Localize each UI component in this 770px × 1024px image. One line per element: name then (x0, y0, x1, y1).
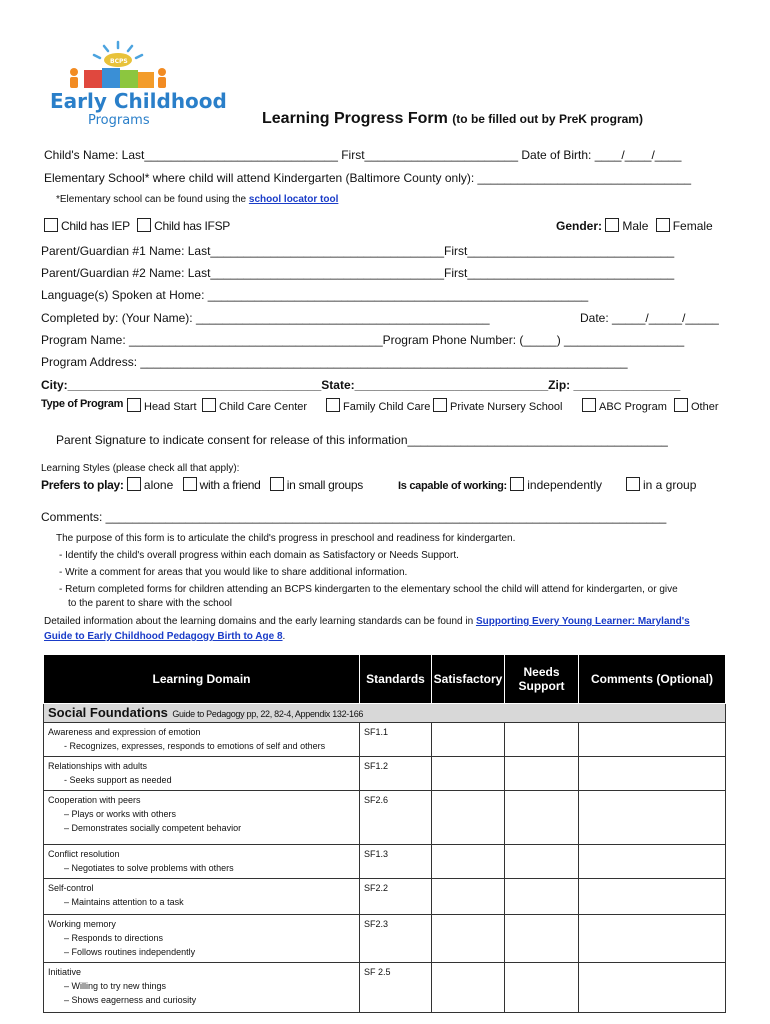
logo-subtitle: Programs (88, 113, 150, 128)
needs-support-cell[interactable] (505, 845, 579, 879)
satisfactory-cell[interactable] (432, 879, 505, 915)
comments-cell[interactable] (579, 963, 726, 1013)
prefers-row: Prefers to play: alone with a friend in small groups (41, 478, 363, 492)
needs-support-cell[interactable] (505, 723, 579, 757)
domain-indicator: – Negotiates to solve problems with others (64, 863, 234, 873)
iep-ifsp-row (44, 218, 230, 233)
comments-cell[interactable] (579, 845, 726, 879)
standard-cell: SF2.6 (360, 791, 432, 845)
standard-cell: SF1.1 (360, 723, 432, 757)
program-type-other[interactable]: Other (674, 398, 719, 413)
city-state-zip-field[interactable]: City:______________________________________State:_____________________________Zip: ________________ (41, 378, 681, 392)
standard-cell: SF1.2 (360, 757, 432, 791)
domain-cell (44, 963, 360, 1013)
domain-cell (44, 845, 360, 879)
needs-support-cell[interactable] (505, 879, 579, 915)
program-type-private-nursery[interactable]: Private Nursery School (433, 398, 563, 413)
domain-indicator: – Plays or works with others (64, 809, 177, 819)
program-type-child-care[interactable]: Child Care Center (202, 398, 307, 413)
satisfactory-cell[interactable] (432, 915, 505, 963)
page-title: Learning Progress Form (to be filled out by PreK program) (262, 110, 643, 127)
satisfactory-cell[interactable] (432, 845, 505, 879)
prefers-label: Prefers to play: (41, 478, 124, 492)
domain-name: Relationships with adults (48, 761, 148, 771)
parent1-field[interactable]: Parent/Guardian #1 Name: Last___________________________________First_______________________________ (41, 244, 675, 258)
needs-support-cell[interactable] (505, 963, 579, 1013)
section-row (44, 704, 726, 723)
domain-indicator: – Maintains attention to a task (64, 897, 184, 907)
header-satisfactory: Satisfactory (432, 655, 505, 704)
comments-field[interactable]: Comments: ____________________________________________________________________________________ (41, 510, 667, 524)
domain-name: Cooperation with peers (48, 795, 141, 805)
domain-indicator: – Follows routines independently (64, 947, 196, 957)
table-row (44, 791, 726, 845)
guide-link-2[interactable]: Guide to Early Childhood Pedagogy Birth to Age 8 (44, 631, 283, 642)
table-row (44, 845, 726, 879)
detail-text-2: Guide to Early Childhood Pedagogy Birth to Age 8. (44, 631, 286, 642)
program-type-abc[interactable]: ABC Program (582, 398, 667, 413)
header-comments: Comments (Optional) (579, 655, 726, 704)
program-name-field[interactable]: Program Name: ______________________________________Program Phone Number: (_____) __________________ (41, 333, 685, 347)
domain-indicator: – Shows eagerness and curiosity (64, 995, 197, 1005)
satisfactory-cell[interactable] (432, 791, 505, 845)
section-guide: Guide to Pedagogy pp, 22, 82-4, Appendix 132-166 (172, 709, 364, 719)
capable-label: Is capable of working: (398, 480, 507, 492)
iep-label: Child has IEP (61, 219, 130, 233)
comments-cell[interactable] (579, 757, 726, 791)
comments-cell[interactable] (579, 723, 726, 757)
early-childhood-logo (48, 40, 227, 130)
completed-by-field[interactable]: Completed by: (Your Name): ____________________________________________ (41, 311, 490, 325)
male-label: Male (622, 219, 649, 233)
alone-checkbox[interactable] (127, 477, 141, 491)
purpose-bullet-1: - Identify the child's overall progress within each domain as Satisfactory or Needs Support. (59, 550, 459, 561)
guide-link-1[interactable]: Supporting Every Young Learner: Maryland's (475, 616, 690, 627)
comments-cell[interactable] (579, 791, 726, 845)
female-label: Female (672, 219, 713, 233)
satisfactory-cell[interactable] (432, 757, 505, 791)
domain-name: Initiative (48, 967, 82, 977)
learning-domain-table (43, 654, 726, 1013)
standard-cell: SF1.3 (360, 845, 432, 879)
female-checkbox[interactable] (656, 218, 670, 232)
standard-cell: SF2.3 (360, 915, 432, 963)
with-friend-checkbox[interactable] (183, 477, 197, 491)
domain-name: Awareness and expression of emotion (48, 727, 201, 737)
comments-cell[interactable] (579, 915, 726, 963)
domain-cell (44, 915, 360, 963)
ifsp-checkbox[interactable] (137, 218, 151, 232)
small-groups-checkbox[interactable] (270, 477, 284, 491)
capable-row: Is capable of working: independently (398, 478, 602, 492)
group-option[interactable]: in a group (626, 477, 696, 492)
languages-field[interactable]: Language(s) Spoken at Home: _________________________________________________________ (41, 288, 589, 302)
domain-name: Self-control (48, 883, 94, 893)
domain-indicator: - Seeks support as needed (64, 775, 172, 785)
domain-name: Working memory (48, 919, 116, 929)
date-field[interactable]: Date: _____/_____/_____ (580, 311, 719, 325)
satisfactory-cell[interactable] (432, 963, 505, 1013)
locator-note: *Elementary school can be found using the school locator tool (56, 194, 339, 205)
needs-support-cell[interactable] (505, 791, 579, 845)
school-locator-link[interactable]: school locator tool (248, 194, 339, 205)
needs-support-cell[interactable] (505, 915, 579, 963)
needs-support-cell[interactable] (505, 757, 579, 791)
purpose-intro: The purpose of this form is to articulate the child's progress in preschool and readiness for kindergarten. (56, 533, 516, 544)
table-row (44, 879, 726, 915)
header-standards: Standards (360, 655, 432, 704)
domain-cell (44, 791, 360, 845)
program-type-family-child-care[interactable]: Family Child Care (326, 398, 430, 413)
gender-label: Gender: (556, 219, 603, 233)
header-learning-domain: Learning Domain (44, 655, 360, 704)
header-needs-support: Needs Support (505, 655, 579, 704)
domain-indicator: - Recognizes, expresses, responds to emotions of self and others (64, 741, 326, 751)
domain-indicator: – Responds to directions (64, 933, 164, 943)
elementary-school-field[interactable]: Elementary School* where child will attend Kindergarten (Baltimore County only): ________________________________ (44, 171, 692, 185)
domain-name: Conflict resolution (48, 849, 120, 859)
learning-styles-heading: Learning Styles (please check all that apply): (41, 463, 240, 474)
page-subtitle: (to be filled out by PreK program) (452, 112, 643, 126)
standard-cell: SF 2.5 (360, 963, 432, 1013)
program-type-label: Type of Program (41, 398, 124, 410)
childs-name-field[interactable]: Child's Name: Last_____________________________ First_______________________ Date of Birth: ____/____/____ (44, 148, 682, 162)
domain-cell (44, 757, 360, 791)
table-row (44, 963, 726, 1013)
table-row (44, 757, 726, 791)
detail-text: Detailed information about the learning domains and the early learning standards can be found in Supporting Every Young Learner: Maryland's (44, 616, 690, 627)
logo-title: Early Childhood (50, 89, 227, 113)
purpose-bullet-2: - Write a comment for areas that you would like to share additional information. (59, 567, 408, 578)
ifsp-label: Child has IFSP (154, 219, 230, 233)
comments-cell[interactable] (579, 879, 726, 915)
domain-indicator: – Willing to try new things (64, 981, 167, 991)
purpose-bullet-3b: to the parent to share with the school (68, 598, 232, 609)
logo-bcps: BCPS (110, 58, 128, 65)
purpose-bullet-3: - Return completed forms for children attending an BCPS kindergarten to the elementary school the child will attend for kindergarten, or give (59, 584, 678, 595)
parent2-field[interactable]: Parent/Guardian #2 Name: Last___________________________________First_______________________________ (41, 266, 675, 280)
program-address-field[interactable]: Program Address: _________________________________________________________________________ (41, 355, 628, 369)
independently-checkbox[interactable] (510, 477, 524, 491)
signature-field[interactable]: Parent Signature to indicate consent for release of this information_______________________________________ (56, 433, 668, 447)
program-type-row (41, 398, 123, 410)
gender-row (556, 218, 713, 233)
table-row (44, 915, 726, 963)
iep-checkbox[interactable] (44, 218, 58, 232)
standard-cell: SF2.2 (360, 879, 432, 915)
section-title: Social Foundations (48, 705, 168, 720)
domain-cell (44, 879, 360, 915)
domain-cell (44, 723, 360, 757)
in-a-group-checkbox (626, 477, 640, 491)
program-type-head-start[interactable]: Head Start (127, 398, 197, 413)
domain-indicator: – Demonstrates socially competent behavior (64, 823, 242, 833)
table-row (44, 723, 726, 757)
male-checkbox[interactable] (605, 218, 619, 232)
satisfactory-cell[interactable] (432, 723, 505, 757)
